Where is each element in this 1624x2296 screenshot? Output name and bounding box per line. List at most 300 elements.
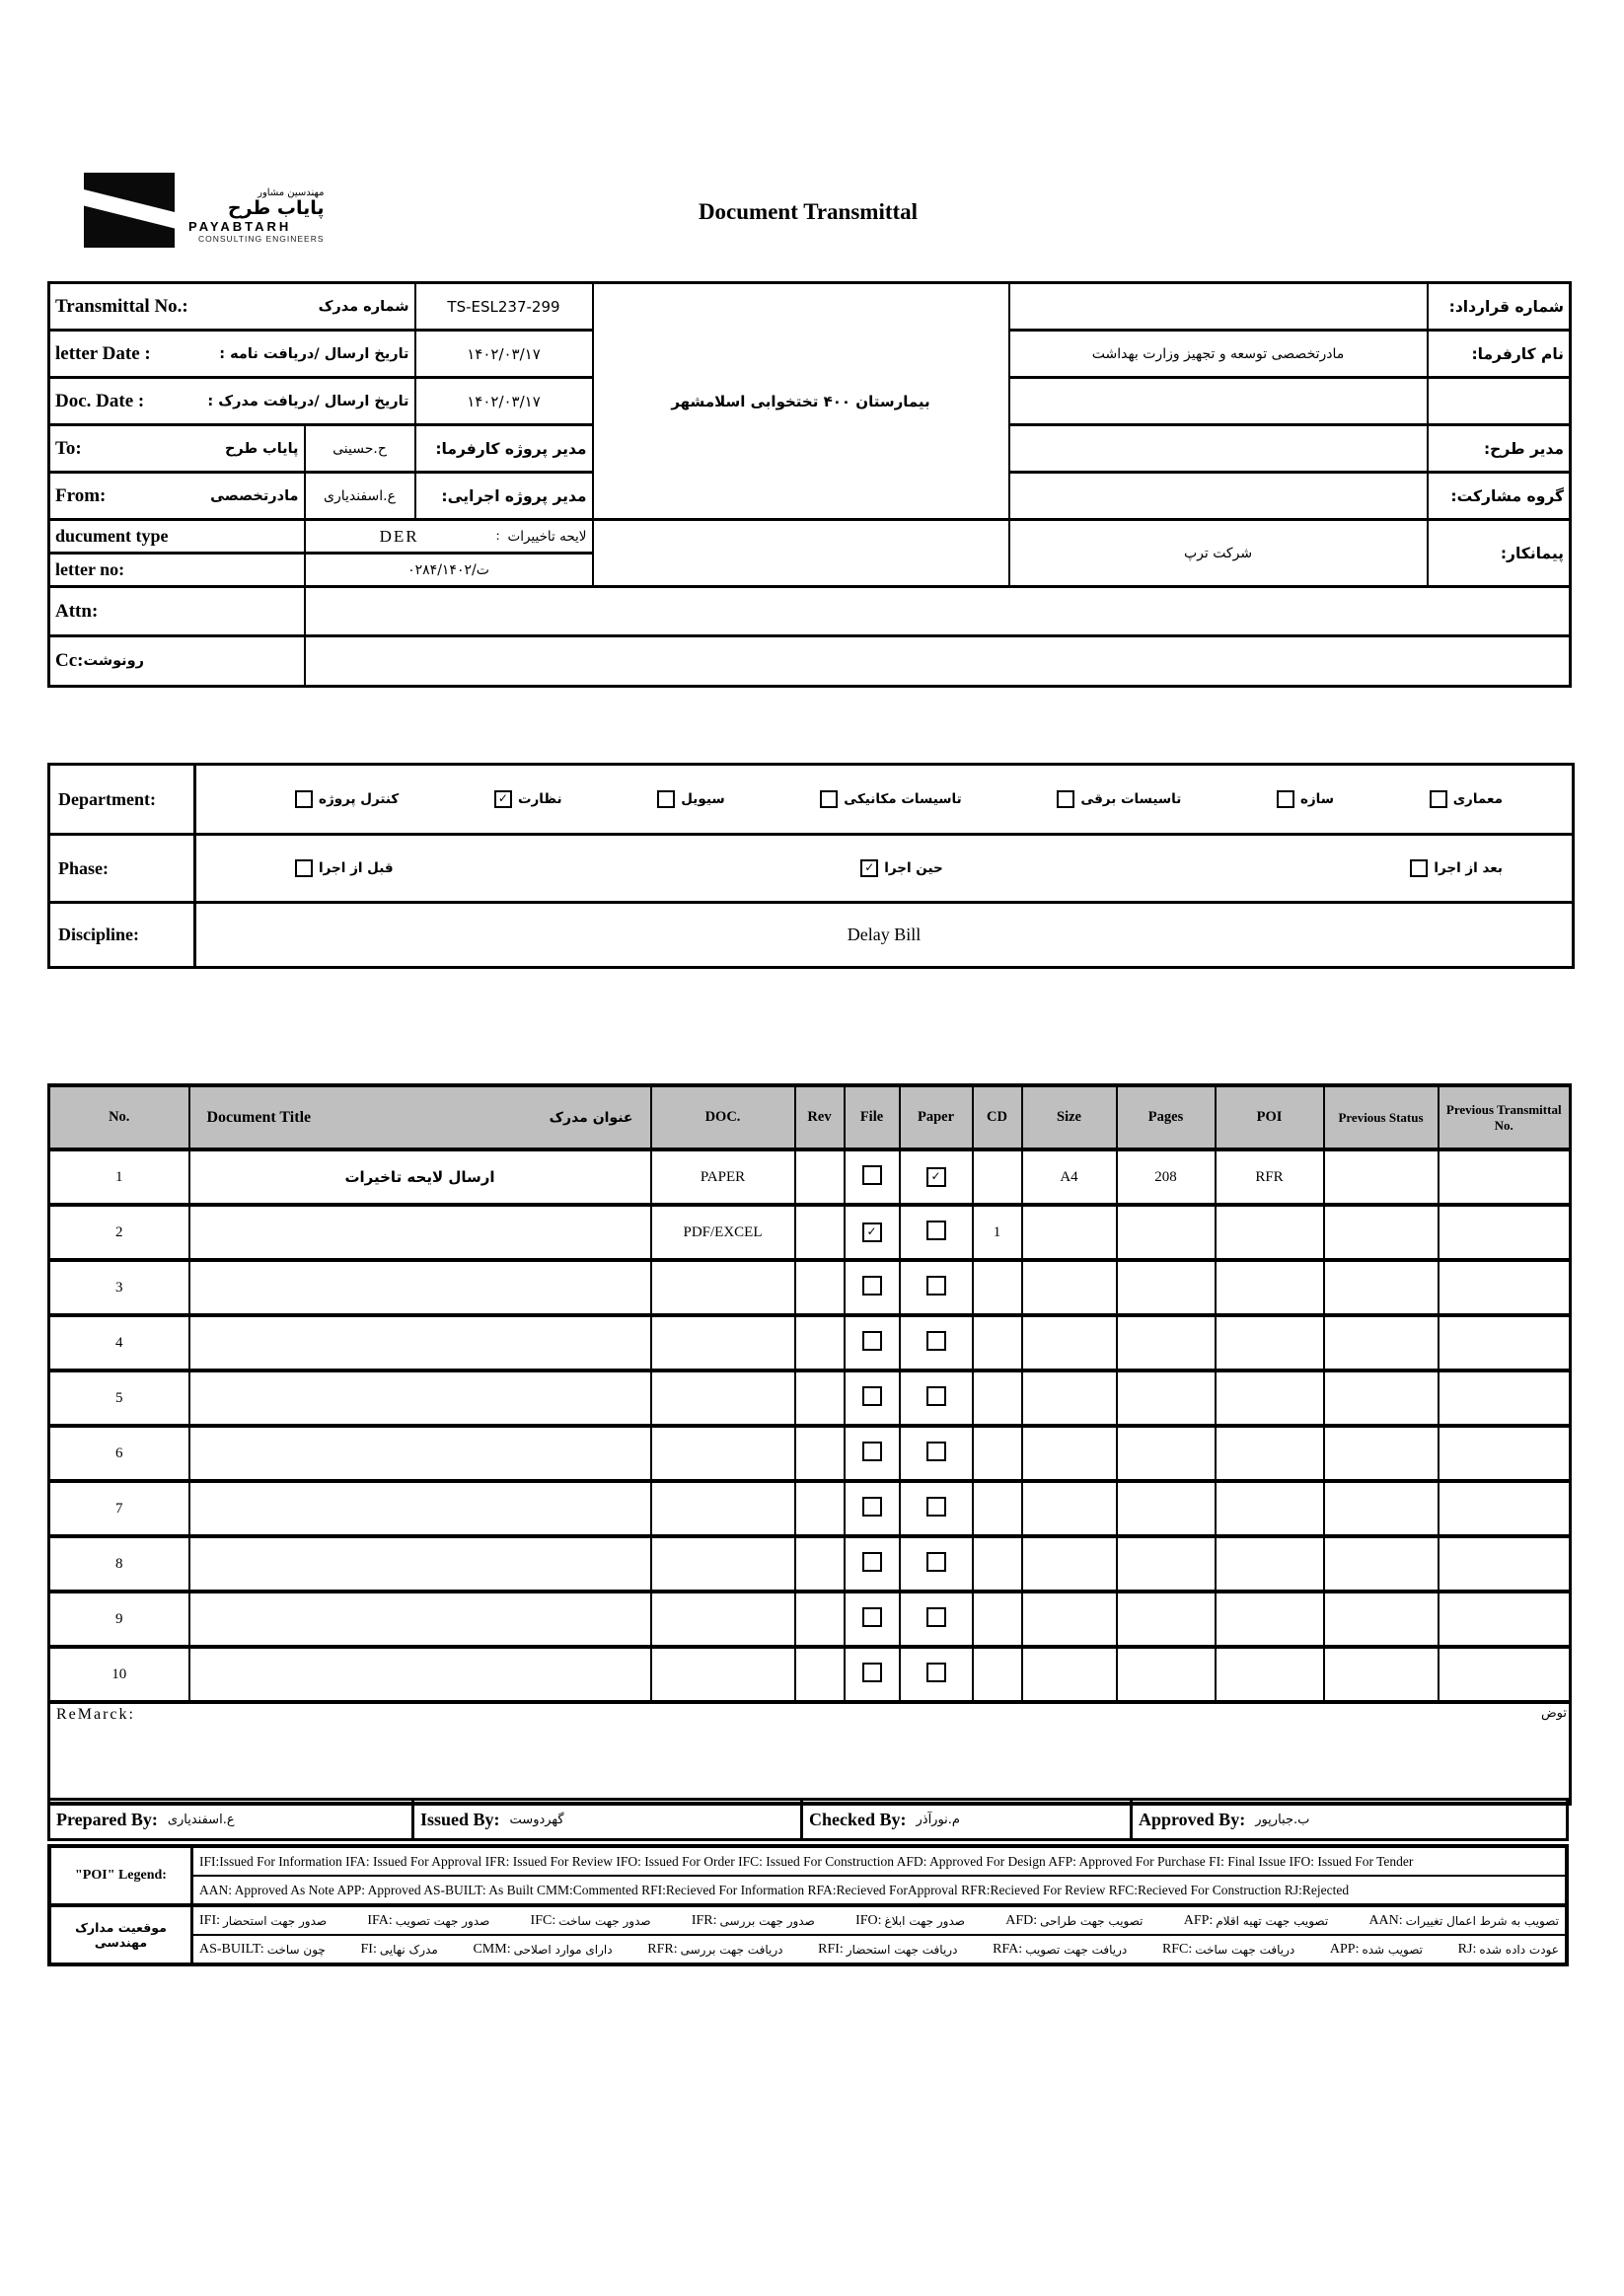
attn-value — [305, 587, 1571, 636]
row-4-paper-unchecked-checkbox-icon[interactable] — [926, 1331, 946, 1351]
fa-legend2-code-1: FI: — [360, 1941, 377, 1957]
doc-date-value: ۱۴۰۲/۰۳/۱۷ — [415, 378, 593, 425]
row-8-poi — [1216, 1536, 1324, 1592]
phase-0-unchecked-checkbox-icon[interactable] — [1410, 859, 1428, 877]
row-7-doc — [651, 1481, 795, 1536]
fa-legend1-code-6: AFP: — [1183, 1912, 1214, 1928]
doc-type-value-cell: DER : لایحه تاخییرات — [379, 526, 587, 546]
row-3-rev — [795, 1260, 845, 1315]
row-9-prev-status — [1324, 1592, 1439, 1647]
row-5-file-unchecked-checkbox-icon[interactable] — [862, 1386, 882, 1406]
documents-table — [47, 1083, 1572, 1806]
row-4-paper — [900, 1315, 973, 1370]
phase-label: Phase: — [50, 836, 196, 901]
row-7-paper — [900, 1481, 973, 1536]
row-9-paper — [900, 1592, 973, 1647]
col-header-pages: Pages — [1117, 1085, 1216, 1149]
prepared-by-name: ع.اسفندیاری — [167, 1812, 235, 1827]
row-8-no: 8 — [49, 1536, 189, 1592]
row-6-paper-unchecked-checkbox-icon[interactable] — [926, 1442, 946, 1461]
row-8-pages — [1117, 1536, 1216, 1592]
row-9-rev — [795, 1592, 845, 1647]
row-6-file-unchecked-checkbox-icon[interactable] — [862, 1442, 882, 1461]
fa-legend1-code-3: IFR: — [691, 1912, 717, 1928]
row-4-file-unchecked-checkbox-icon[interactable] — [862, 1331, 882, 1351]
from-role-label: مدیر پروژه اجرایی: — [415, 473, 593, 520]
fa-legend2-desc-2: دارای موارد اصلاحی — [513, 1942, 613, 1957]
row-7-prev-status — [1324, 1481, 1439, 1536]
fa-legend2-desc-5: دریافت جهت تصویب — [1025, 1942, 1128, 1957]
row-3-size — [1022, 1260, 1117, 1315]
attn-label: Attn: — [55, 600, 99, 622]
row-3-no: 3 — [49, 1260, 189, 1315]
document-row-1 — [49, 1149, 1571, 1205]
issued-by-name: گهردوست — [509, 1812, 564, 1827]
row-7-file-unchecked-checkbox-icon[interactable] — [862, 1497, 882, 1517]
row-4-prev-transmittal — [1439, 1315, 1571, 1370]
row-10-doc — [651, 1647, 795, 1702]
department-label-1: سازه — [1299, 791, 1335, 807]
col-header-rev: Rev — [795, 1085, 845, 1149]
row-10-file-unchecked-checkbox-icon[interactable] — [862, 1663, 882, 1682]
row-3-paper-unchecked-checkbox-icon[interactable] — [926, 1276, 946, 1296]
department-0-unchecked-checkbox-icon[interactable] — [1430, 790, 1447, 808]
col-header-poi: POI — [1216, 1085, 1324, 1149]
row-8-prev-transmittal — [1439, 1536, 1571, 1592]
department-2-unchecked-checkbox-icon[interactable] — [1057, 790, 1074, 808]
row-5-paper-unchecked-checkbox-icon[interactable] — [926, 1386, 946, 1406]
row-2-prev-transmittal — [1439, 1205, 1571, 1260]
row-1-poi: RFR — [1216, 1149, 1324, 1205]
fa-legend-line1 — [193, 1907, 1565, 1936]
to-label: To: پایاب طرح — [55, 437, 299, 459]
row-3-file-unchecked-checkbox-icon[interactable] — [862, 1276, 882, 1296]
row-7-file — [845, 1481, 900, 1536]
col-header-prev-status: Previous Status — [1324, 1085, 1439, 1149]
row-5-paper — [900, 1370, 973, 1426]
row-3-poi — [1216, 1260, 1324, 1315]
row-6-no: 6 — [49, 1426, 189, 1481]
fa-legend1-item-1 — [367, 1913, 489, 1929]
row-2-pages — [1117, 1205, 1216, 1260]
fa-legend2-item-5 — [993, 1942, 1127, 1958]
row-1-cd — [973, 1149, 1022, 1205]
row-2-paper — [900, 1205, 973, 1260]
row-3-file — [845, 1260, 900, 1315]
phase-2-unchecked-checkbox-icon[interactable] — [295, 859, 313, 877]
department-label-2: تاسیسات برقی — [1080, 791, 1182, 807]
fa-legend1-desc-4: صدور جهت ابلاغ — [884, 1913, 965, 1928]
document-row-3 — [49, 1260, 1571, 1315]
row-1-rev — [795, 1149, 845, 1205]
row-1-file-unchecked-checkbox-icon[interactable] — [862, 1165, 882, 1185]
row-7-prev-transmittal — [1439, 1481, 1571, 1536]
col-header-doc: DOC. — [651, 1085, 795, 1149]
group-label: گروه مشارکت: — [1428, 473, 1571, 520]
department-label-4: سیویل — [681, 791, 725, 807]
row-6-prev-transmittal — [1439, 1426, 1571, 1481]
fa-legend2-desc-3: دریافت جهت بررسی — [680, 1942, 783, 1957]
fa-legend1-item-2 — [531, 1913, 651, 1929]
row-8-file-unchecked-checkbox-icon[interactable] — [862, 1552, 882, 1572]
row-4-cd — [973, 1315, 1022, 1370]
col-header-no: No. — [49, 1085, 189, 1149]
document-row-6 — [49, 1426, 1571, 1481]
department-item-5 — [494, 790, 562, 808]
row-1-pages: 208 — [1117, 1149, 1216, 1205]
approved-by-name: ب.جبارپور — [1255, 1812, 1310, 1827]
row-9-doc — [651, 1592, 795, 1647]
fa-legend2-item-1 — [361, 1942, 438, 1958]
row-8-title — [189, 1536, 651, 1592]
department-label: Department: — [50, 766, 196, 833]
row-4-doc — [651, 1315, 795, 1370]
discipline-value: Delay Bill — [847, 925, 922, 944]
fa-legend2-item-6 — [1162, 1942, 1294, 1958]
logo-fa-tagline: مهندسین مشاور — [258, 187, 325, 199]
cc-label: Cc: رونوشت — [55, 650, 144, 671]
row-5-title — [189, 1370, 651, 1426]
poi-legend-en-line1: IFI:Issued For Information IFA: Issued For Approval IFR: Issued For Review IFO: Issued For Order IFC: Issued For Construction AFD: Approved For Design AFP: Approved For Purchase FI: Final Issue IFO: Issued For Tender — [193, 1848, 1565, 1877]
row-2-file — [845, 1205, 900, 1260]
row-2-size — [1022, 1205, 1117, 1260]
row-2-prev-status — [1324, 1205, 1439, 1260]
row-4-size — [1022, 1315, 1117, 1370]
row-10-no: 10 — [49, 1647, 189, 1702]
row-2-rev — [795, 1205, 845, 1260]
fa-legend1-desc-1: صدور جهت تصویب — [395, 1913, 490, 1928]
row-5-prev-status — [1324, 1370, 1439, 1426]
fa-legend1-code-7: AAN: — [1368, 1912, 1403, 1928]
row-7-title — [189, 1481, 651, 1536]
fa-legend1-item-4 — [855, 1913, 965, 1929]
row-10-prev-status — [1324, 1647, 1439, 1702]
remark-right-text: توض — [1540, 1706, 1567, 1721]
row-7-size — [1022, 1481, 1117, 1536]
row-1-file — [845, 1149, 900, 1205]
department-1-unchecked-checkbox-icon[interactable] — [1277, 790, 1294, 808]
row-6-size — [1022, 1426, 1117, 1481]
row-7-rev — [795, 1481, 845, 1536]
prepared-by-cell: Prepared By: ع.اسفندیاری — [50, 1801, 414, 1838]
row-6-pages — [1117, 1426, 1216, 1481]
document-row-8 — [49, 1536, 1571, 1592]
row-7-no: 7 — [49, 1481, 189, 1536]
contract-no-value — [1009, 283, 1428, 331]
fa-legend1-desc-2: صدور جهت ساخت — [558, 1913, 651, 1928]
row-2-doc: PDF/EXCEL — [651, 1205, 795, 1260]
fa-legend2-item-4 — [818, 1942, 957, 1958]
fa-legend2-code-0: AS-BUILT: — [199, 1941, 264, 1957]
row-4-rev — [795, 1315, 845, 1370]
row-9-file — [845, 1592, 900, 1647]
fa-legend2-desc-8: عودت داده شده — [1479, 1942, 1559, 1957]
from-label: From: مادرتخصصی — [55, 484, 299, 506]
row-7-cd — [973, 1481, 1022, 1536]
row-10-prev-transmittal — [1439, 1647, 1571, 1702]
fa-legend1-item-3 — [692, 1913, 815, 1929]
checked-by-name: م.نورآذر — [916, 1812, 960, 1827]
department-item-0 — [1430, 790, 1503, 808]
row-9-poi — [1216, 1592, 1324, 1647]
row-5-pages — [1117, 1370, 1216, 1426]
row-3-prev-transmittal — [1439, 1260, 1571, 1315]
remark-cell — [49, 1702, 1571, 1804]
row-9-cd — [973, 1592, 1022, 1647]
row-2-cd: 1 — [973, 1205, 1022, 1260]
signature-row — [47, 1798, 1569, 1841]
row-10-poi — [1216, 1647, 1324, 1702]
row-1-paper-checked-checkbox-icon[interactable]: ✓ — [926, 1167, 946, 1187]
fa-legend2-item-0 — [199, 1942, 326, 1958]
logo-fa-name: پایاب طرح — [227, 197, 325, 220]
poi-legend-label: "POI" Legend: — [51, 1848, 193, 1903]
contractor-value: شرکت ترپ — [1009, 520, 1428, 587]
row-1-size: A4 — [1022, 1149, 1117, 1205]
col-header-paper: Paper — [900, 1085, 973, 1149]
document-row-5 — [49, 1370, 1571, 1426]
fa-legend2-code-5: RFA: — [993, 1941, 1023, 1957]
col-header-file: File — [845, 1085, 900, 1149]
row-1-prev-status — [1324, 1149, 1439, 1205]
row-9-size — [1022, 1592, 1117, 1647]
document-row-7 — [49, 1481, 1571, 1536]
row-3-cd — [973, 1260, 1022, 1315]
row-9-file-unchecked-checkbox-icon[interactable] — [862, 1607, 882, 1627]
department-item-4 — [657, 790, 724, 808]
row-7-pages — [1117, 1481, 1216, 1536]
phase-item-0 — [1410, 859, 1503, 877]
row-9-prev-transmittal — [1439, 1592, 1571, 1647]
row-1-prev-transmittal — [1439, 1149, 1571, 1205]
department-label-0: معماری — [1452, 791, 1503, 807]
fa-legend1-item-0 — [199, 1913, 327, 1929]
row-3-doc — [651, 1260, 795, 1315]
row-4-poi — [1216, 1315, 1324, 1370]
row-9-title — [189, 1592, 651, 1647]
fa-legend2-item-3 — [647, 1942, 782, 1958]
col-header-cd: CD — [973, 1085, 1022, 1149]
row-1-paper — [900, 1149, 973, 1205]
department-label-5: نظارت — [517, 791, 562, 807]
row-1-title: ارسال لایحه تاخیرات — [189, 1149, 651, 1205]
row-6-title — [189, 1426, 651, 1481]
doc-type-label: ducument type — [55, 526, 169, 546]
department-label-3: تاسیسات مکانیکی — [844, 791, 962, 807]
letter-date-value: ۱۴۰۲/۰۳/۱۷ — [415, 331, 593, 378]
fa-legend2-desc-7: تصویب شده — [1362, 1942, 1423, 1957]
row-6-paper — [900, 1426, 973, 1481]
department-5-checked-checkbox-icon[interactable]: ✓ — [494, 790, 512, 808]
group-value — [1009, 473, 1428, 520]
letter-date-label: letter Date : تاریخ ارسال /دریافت نامه : — [55, 342, 409, 364]
row-4-prev-status — [1324, 1315, 1439, 1370]
row-8-paper-unchecked-checkbox-icon[interactable] — [926, 1552, 946, 1572]
fa-legend1-desc-7: تصویب به شرط اعمال تغییرات — [1405, 1913, 1559, 1928]
department-6-unchecked-checkbox-icon[interactable] — [295, 790, 313, 808]
fa-legend2-code-6: RFC: — [1161, 1941, 1193, 1957]
row-5-size — [1022, 1370, 1117, 1426]
department-label-6: کنترل پروژه — [319, 791, 400, 807]
row-8-rev — [795, 1536, 845, 1592]
checked-by-cell: Checked By: م.نورآذر — [803, 1801, 1133, 1838]
row-10-size — [1022, 1647, 1117, 1702]
poi-legend-en-line2: AAN: Approved As Note APP: Approved AS-BUILT: As Built CMM:Commented RFI:Recieved For Information RFA:Recieved ForApproval RFR:Recieved For Review RFC:Recieved For Construction RJ:Rejected — [199, 1882, 1350, 1897]
fa-legend2-code-4: RFI: — [818, 1941, 844, 1957]
row-4-title — [189, 1315, 651, 1370]
pm-label: مدیر طرح: — [1428, 425, 1571, 473]
row-6-doc — [651, 1426, 795, 1481]
client-name-label: نام کارفرما: — [1428, 331, 1571, 378]
fa-legend2-item-8 — [1458, 1942, 1559, 1958]
fa-legend1-code-0: IFI: — [199, 1912, 220, 1928]
row-7-paper-unchecked-checkbox-icon[interactable] — [926, 1497, 946, 1517]
row-3-pages — [1117, 1260, 1216, 1315]
fa-legend2-desc-6: دریافت جهت ساخت — [1195, 1942, 1295, 1957]
row-4-no: 4 — [49, 1315, 189, 1370]
phase-label-2: قبل از اجرا — [319, 860, 394, 876]
row-2-no: 2 — [49, 1205, 189, 1260]
cc-value — [305, 636, 1571, 687]
row-3-prev-status — [1324, 1260, 1439, 1315]
doc-date-label: Doc. Date : تاریخ ارسال /دریافت مدرک : — [55, 390, 409, 411]
pm-value — [1009, 425, 1428, 473]
fa-legend2-desc-4: دریافت جهت استحضار — [846, 1942, 958, 1957]
department-4-unchecked-checkbox-icon[interactable] — [657, 790, 675, 808]
row-8-doc — [651, 1536, 795, 1592]
row-8-paper — [900, 1536, 973, 1592]
row-10-paper-unchecked-checkbox-icon[interactable] — [926, 1663, 946, 1682]
row-10-file — [845, 1647, 900, 1702]
row-10-cd — [973, 1647, 1022, 1702]
phase-label-0: بعد از اجرا — [1434, 860, 1503, 876]
right-empty-label — [1428, 378, 1571, 425]
fa-legend1-item-7 — [1368, 1913, 1559, 1929]
mid-empty-cell — [593, 520, 1009, 587]
department-3-unchecked-checkbox-icon[interactable] — [820, 790, 838, 808]
row-9-pages — [1117, 1592, 1216, 1647]
department-item-6 — [295, 790, 399, 808]
row-3-paper — [900, 1260, 973, 1315]
department-item-1 — [1277, 790, 1334, 808]
project-name: بیمارستان ۴۰۰ تختخوابی اسلامشهر — [593, 283, 1009, 520]
phase-item-2 — [295, 859, 394, 877]
page-title: Document Transmittal — [698, 199, 919, 224]
fa-legend1-item-5 — [1005, 1913, 1143, 1929]
logo-en-subtitle: CONSULTING ENGINEERS — [198, 234, 325, 244]
row-5-no: 5 — [49, 1370, 189, 1426]
phase-label-1: حین اجرا — [884, 860, 943, 876]
transmittal-no-value: TS-ESL237-299 — [415, 283, 593, 331]
row-5-doc — [651, 1370, 795, 1426]
letter-no-value: ت/۰۲۸۴/۱۴۰۲ — [305, 554, 593, 587]
row-6-rev — [795, 1426, 845, 1481]
row-10-title — [189, 1647, 651, 1702]
department-checkboxes — [196, 766, 1572, 833]
row-10-rev — [795, 1647, 845, 1702]
fa-legend2-item-2 — [473, 1942, 612, 1958]
row-4-file — [845, 1315, 900, 1370]
approved-by-cell: Approved By: ب.جبارپور — [1139, 1809, 1310, 1829]
fa-legend1-code-2: IFC: — [530, 1912, 556, 1928]
row-3-title — [189, 1260, 651, 1315]
col-header-prev-transmittal: Previous Transmittal No. — [1439, 1085, 1571, 1149]
department-item-3 — [820, 790, 961, 808]
row-8-prev-status — [1324, 1536, 1439, 1592]
fa-legend2-code-7: APP: — [1329, 1941, 1360, 1957]
row-8-size — [1022, 1536, 1117, 1592]
row-2-title — [189, 1205, 651, 1260]
from-person: ع.اسفندیاری — [305, 473, 415, 520]
phase-1-checked-checkbox-icon[interactable]: ✓ — [860, 859, 878, 877]
row-2-poi — [1216, 1205, 1324, 1260]
row-6-file — [845, 1426, 900, 1481]
col-header-title: Document Title عنوان مدرک — [206, 1108, 633, 1126]
transmittal-info-table — [47, 281, 1572, 688]
row-9-paper-unchecked-checkbox-icon[interactable] — [926, 1607, 946, 1627]
transmittal-no-label: Transmittal No.: شماره مدرک — [55, 295, 409, 317]
fa-legend-label: موقعیت مدارک مهندسی — [51, 1907, 193, 1963]
client-name-value: مادرتخصصی توسعه و تجهیز وزارت بهداشت — [1009, 331, 1428, 378]
classification-section — [47, 763, 1575, 969]
fa-legend2-item-7 — [1330, 1942, 1423, 1958]
letter-no-label: letter no: — [55, 559, 125, 579]
row-6-prev-status — [1324, 1426, 1439, 1481]
logo-en-name: PAYABTARH — [188, 219, 292, 234]
phase-checkboxes — [196, 836, 1572, 901]
row-2-paper-unchecked-checkbox-icon[interactable] — [926, 1221, 946, 1240]
phase-item-1 — [860, 859, 942, 877]
to-role-label: مدیر پروژه کارفرما: — [415, 425, 593, 473]
document-row-2 — [49, 1205, 1571, 1260]
poi-legend-section — [47, 1844, 1569, 1966]
row-5-cd — [973, 1370, 1022, 1426]
row-6-poi — [1216, 1426, 1324, 1481]
fa-legend1-code-5: AFD: — [1005, 1912, 1038, 1928]
fa-legend2-code-2: CMM: — [473, 1941, 511, 1957]
fa-legend2-desc-1: مدرک نهایی — [379, 1942, 438, 1957]
fa-legend1-desc-0: صدور جهت استحضار — [223, 1913, 328, 1928]
discipline-label: Discipline: — [50, 904, 196, 966]
row-5-file — [845, 1370, 900, 1426]
fa-legend1-item-6 — [1184, 1913, 1328, 1929]
row-8-cd — [973, 1536, 1022, 1592]
fa-legend1-desc-6: تصویب جهت تهیه اقلام — [1216, 1913, 1329, 1928]
to-person: ح.حسینی — [305, 425, 415, 473]
fa-legend1-code-4: IFO: — [855, 1912, 882, 1928]
contractor-label: پیمانکار: — [1428, 520, 1571, 587]
fa-legend2-code-3: RFR: — [647, 1941, 678, 1957]
row-1-no: 1 — [49, 1149, 189, 1205]
document-row-4 — [49, 1315, 1571, 1370]
fa-legend2-code-8: RJ: — [1457, 1941, 1477, 1957]
row-5-poi — [1216, 1370, 1324, 1426]
right-empty-row — [1009, 378, 1428, 425]
row-10-paper — [900, 1647, 973, 1702]
row-8-file — [845, 1536, 900, 1592]
row-10-pages — [1117, 1647, 1216, 1702]
row-5-prev-transmittal — [1439, 1370, 1571, 1426]
fa-legend1-desc-5: تصویب جهت طراحی — [1040, 1913, 1144, 1928]
department-item-2 — [1057, 790, 1181, 808]
row-2-file-checked-checkbox-icon[interactable]: ✓ — [862, 1222, 882, 1242]
fa-legend1-desc-3: صدور جهت بررسی — [719, 1913, 815, 1928]
row-4-pages — [1117, 1315, 1216, 1370]
remark-label: ReMarck: — [56, 1706, 135, 1723]
row-1-doc: PAPER — [651, 1149, 795, 1205]
fa-legend2-desc-0: چون ساخت — [266, 1942, 326, 1957]
fa-legend1-code-1: IFA: — [367, 1912, 393, 1928]
